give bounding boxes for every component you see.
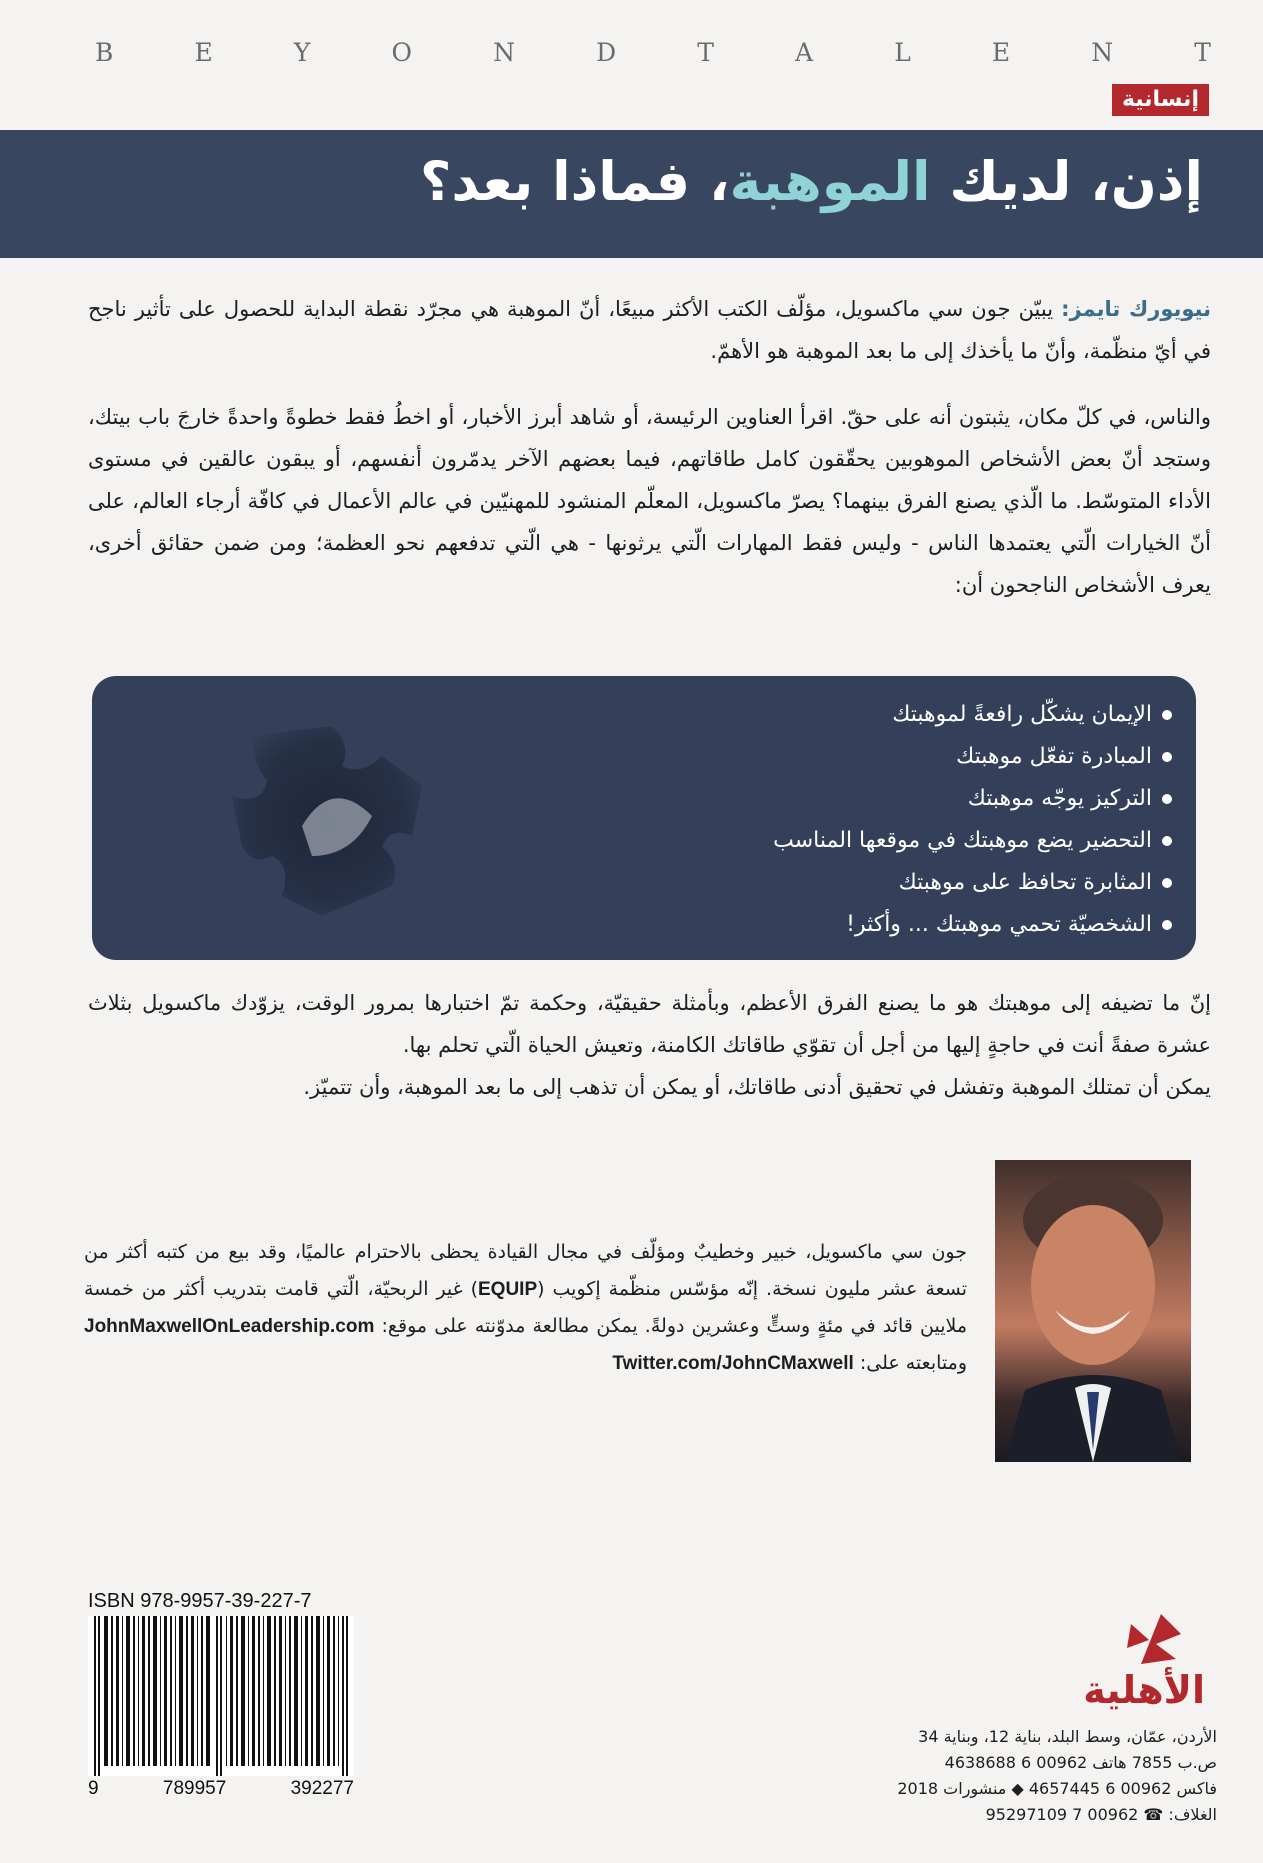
series-letter: N [1091,38,1116,67]
series-letter: T [697,38,716,67]
series-letter: L [894,38,913,67]
isbn-label: ISBN 978-9957-39-227-7 [88,1590,312,1612]
publisher-name: الأهلية [1083,1668,1205,1712]
author-bio [84,1234,967,1382]
closing-paragraph: يمكن أن تمتلك الموهبة وتفشل في تحقيق أدنى طاقاتك، أو يمكن أن تذهب إلى ما بعد الموهبة، وأن تتميّز. [303,1075,1211,1099]
list-item-text: المثابرة تحافظ على موهبتك [898,870,1152,895]
bio-text: ) غير الربحيّة، الّتي قامت بتدريب أكثر من خمسة ملايين قائد في مئةٍ وستٍّ وعشرين دولةً. يمكن مطالعة مدوّنته على موقع: [84,1278,967,1337]
list-item-text: التركيز يوجّه موهبتك [967,786,1152,811]
bullet-icon [1162,878,1172,888]
closing-paragraphs [88,982,1211,1108]
bio-text: ومتابعته على: [853,1352,967,1374]
list-item [773,694,1172,736]
list-item-text: التحضير يضع موهبتك في موقعها المناسب [773,828,1152,853]
series-letter: E [991,38,1013,67]
org-name: EQUIP [478,1279,538,1300]
barcode-digit-group: 789957 [162,1778,227,1799]
barcode-icon [88,1616,354,1776]
series-letter: O [391,38,414,67]
series-letter: D [596,38,619,67]
bullet-icon [1162,836,1172,846]
category-badge: إنسانية [1112,84,1209,116]
publisher-fax: فاكس 00962 6 4657445 ◆ منشورات 2018 [897,1779,1217,1798]
series-letter: B [95,38,116,67]
publisher-info [897,1724,1217,1828]
barcode-digit-group: 392277 [290,1778,354,1799]
intro-text: يبيّن جون سي ماكسويل، مؤلّف الكتب الأكثر مبيعًا، أنّ الموهبة هي مجرّد نقطة البداية للحصول على تأثير ناجح في أيّ منظّمة، وأنّ ما يأخذك إلى ما بعد الموهبة هو الأهمّ. [88,297,1211,363]
points-box [92,676,1196,960]
list-item [773,862,1172,904]
headline-part: ، فماذا بعد؟ [420,150,730,213]
publisher-cover-credit: الغلاف: ☎ 00962 7 95297109 [985,1805,1217,1824]
series-letter: N [493,38,517,67]
list-item [773,736,1172,778]
list-item [773,904,1172,946]
list-item-text: المبادرة تفعّل موهبتك [956,744,1152,769]
author-portrait-icon [995,1160,1191,1462]
publisher-address: الأردن، عمّان، وسط البلد، بناية 12، وبناية 34 [918,1727,1217,1746]
website-link[interactable]: JohnMaxwellOnLeadership.com [84,1316,375,1337]
twitter-link[interactable]: Twitter.com/JohnCMaxwell [612,1353,854,1374]
bullet-icon [1162,794,1172,804]
puzzle-piece-icon [212,716,452,926]
list-item-text: الشخصيّة تحمي موهبتك ... وأكثر! [846,912,1152,937]
barcode-digit-group: 9 [88,1778,99,1799]
series-title [0,38,1263,78]
bio-text: جون سي ماكسويل، خبير وخطيبٌ ومؤلّف في مجال القيادة يحظى بالاحترام عالميًا، وقد بيع من كتبه أكثر من تسعة عشر مليون نسخة. إنّه مؤسّس منظّمة إكويب ( [84,1241,967,1300]
publisher-pobox: ص.ب 7855 هاتف 00962 6 4638688 [944,1753,1217,1772]
review-source: نيويورك تايمز: [1061,297,1211,321]
headline-accent: الموهبة [729,150,931,213]
series-letter: Y [293,38,313,67]
series-letter: E [194,38,215,67]
headline-part: إذن، لديك [930,150,1203,213]
closing-paragraph: إنّ ما تضيفه إلى موهبتك هو ما يصنع الفرق الأعظم، وبأمثلة حقيقيّة، وحكمة تمّ اختبارها بمرور الوقت، يزوّدك ماكسويل بثلاث عشرة صفةً أنت في حاجةٍ إليها من أجل أن تقوّي طاقاتك الكامنة، وتعيش الحياة الّتي تحلم بها. [88,991,1211,1057]
list-item-text: الإيمان يشكّل رافعةً لموهبتك [892,702,1152,727]
bullet-icon [1162,752,1172,762]
author-photo [995,1160,1191,1462]
points-list [773,694,1172,946]
intro-paragraph [88,288,1211,372]
main-paragraph: والناس، في كلّ مكان، يثبتون أنه على حقّ. اقرأ العناوين الرئيسة، أو شاهد أبرز الأخبار، أو اخطُ فقط خطوةً واحدةً خارجَ باب بيتك، وستجد أنّ بعض الأشخاص الموهوبين يحقّقون كامل طاقاتهم، فيما بعضهم الآخر يدمّرون أنفسهم، أو يبقون عالقين في مستوى الأداء المتوسّط. ما الّذي يصنع الفرق بينهما؟ يصرّ ماكسويل، المعلّم المنشود للمهنيّين في عالم الأعمال في كافّة أرجاء العالم، على أنّ الخيارات الّتي يعتمدها الناس - وليس فقط المهارات الّتي يرثونها - هي الّتي تدفعهم نحو العظمة؛ ومن ضمن حقائق أخرى، يعرف الأشخاص الناجحون أن: [88,405,1211,597]
series-letter: A [795,38,816,67]
list-item [773,778,1172,820]
bullet-icon [1162,710,1172,720]
barcode-digits [88,1778,354,1800]
series-letter: T [1194,38,1213,67]
list-item [773,820,1172,862]
cover-headline [420,150,1203,213]
bullet-icon [1162,920,1172,930]
